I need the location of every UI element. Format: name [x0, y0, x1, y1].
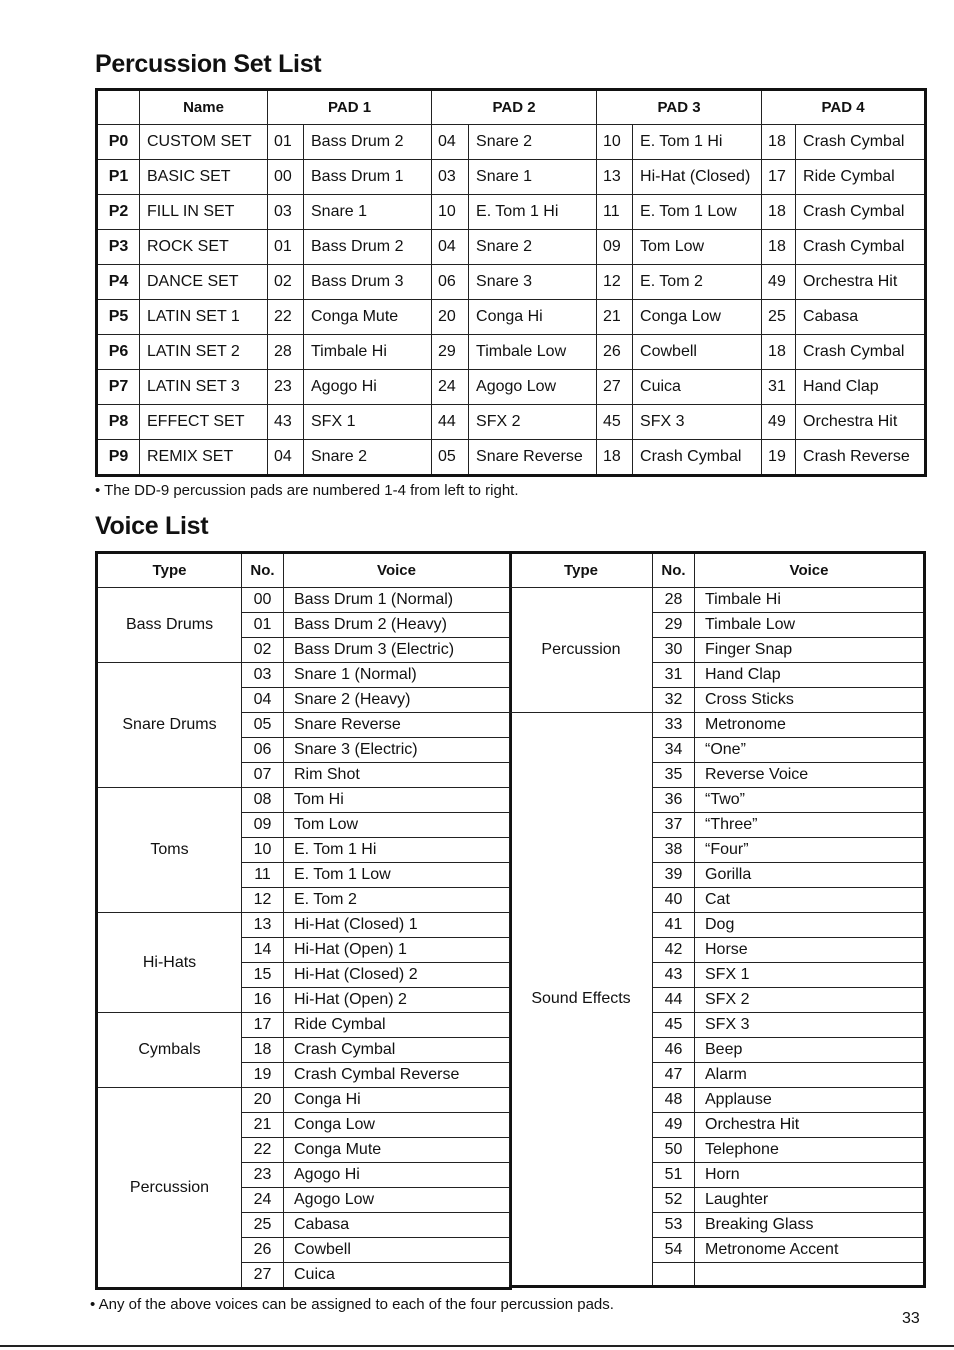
voice-number: 32: [653, 688, 695, 713]
voice-name: Hi-Hat (Open) 1: [284, 938, 511, 963]
cell-id: P5: [97, 300, 140, 335]
percussion-set-row: [97, 265, 926, 300]
voice-number: 31: [653, 663, 695, 688]
cell-p3v: SFX 3: [633, 405, 762, 440]
voice-number: 51: [653, 1163, 695, 1188]
voice-body-left: [97, 588, 511, 1289]
header-pad2: PAD 2: [432, 90, 597, 125]
voice-name: Horse: [695, 938, 925, 963]
cell-name: ROCK SET: [140, 230, 268, 265]
cell-p3n: 11: [597, 195, 633, 230]
cell-p2v: Snare 2: [469, 230, 597, 265]
cell-p3v: Cuica: [633, 370, 762, 405]
cell-p1n: 23: [268, 370, 304, 405]
voice-number: 41: [653, 913, 695, 938]
voice-number: 06: [242, 738, 284, 763]
cell-p1n: 02: [268, 265, 304, 300]
cell-p2n: 05: [432, 440, 469, 476]
cell-p4n: 49: [762, 265, 796, 300]
cell-p4n: 18: [762, 335, 796, 370]
cell-id: P3: [97, 230, 140, 265]
cell-p2v: Agogo Low: [469, 370, 597, 405]
voice-name: Crash Cymbal: [284, 1038, 511, 1063]
cell-p1n: 22: [268, 300, 304, 335]
cell-id: P6: [97, 335, 140, 370]
voice-name: Snare 3 (Electric): [284, 738, 511, 763]
percussion-set-row: [97, 440, 926, 476]
cell-id: P9: [97, 440, 140, 476]
header-id: [97, 90, 140, 125]
cell-p2n: 44: [432, 405, 469, 440]
cell-p2v: E. Tom 1 Hi: [469, 195, 597, 230]
voice-number: 43: [653, 963, 695, 988]
cell-name: CUSTOM SET: [140, 125, 268, 160]
cell-p1n: 28: [268, 335, 304, 370]
voice-number: 46: [653, 1038, 695, 1063]
voice-number: 27: [242, 1263, 284, 1289]
cell-p3n: 13: [597, 160, 633, 195]
voice-type: Sound Effects: [510, 713, 653, 1287]
cell-p3n: 26: [597, 335, 633, 370]
voice-name: E. Tom 2: [284, 888, 511, 913]
voice-name: Hi-Hat (Open) 2: [284, 988, 511, 1013]
voice-number: 37: [653, 813, 695, 838]
cell-p1n: 03: [268, 195, 304, 230]
cell-id: P2: [97, 195, 140, 230]
cell-p4n: 18: [762, 230, 796, 265]
voice-number: 05: [242, 713, 284, 738]
cell-id: P1: [97, 160, 140, 195]
voice-number: 13: [242, 913, 284, 938]
voice-number: 52: [653, 1188, 695, 1213]
voice-number: 42: [653, 938, 695, 963]
cell-p3v: E. Tom 1 Low: [633, 195, 762, 230]
voice-name: E. Tom 1 Low: [284, 863, 511, 888]
cell-p4v: Hand Clap: [796, 370, 926, 405]
voice-name: Applause: [695, 1088, 925, 1113]
voice-name: Snare 1 (Normal): [284, 663, 511, 688]
header-type: Type: [510, 553, 653, 588]
voice-number: 25: [242, 1213, 284, 1238]
voice-number: 15: [242, 963, 284, 988]
voice-name: “Two”: [695, 788, 925, 813]
cell-p3n: 12: [597, 265, 633, 300]
voice-number: 18: [242, 1038, 284, 1063]
voice-number: 03: [242, 663, 284, 688]
cell-p3n: 45: [597, 405, 633, 440]
voice-list-title: Voice List: [95, 512, 209, 540]
voice-number: 10: [242, 838, 284, 863]
voice-number: 17: [242, 1013, 284, 1038]
cell-name: LATIN SET 1: [140, 300, 268, 335]
cell-p1v: Snare 1: [304, 195, 432, 230]
voice-number: 49: [653, 1113, 695, 1138]
voice-name: Finger Snap: [695, 638, 925, 663]
voice-number: 54: [653, 1238, 695, 1263]
voice-number: 19: [242, 1063, 284, 1088]
cell-p4n: 49: [762, 405, 796, 440]
voice-name: Ride Cymbal: [284, 1013, 511, 1038]
voice-type: Percussion: [510, 588, 653, 713]
voice-table-left: [95, 551, 512, 1290]
voice-name: Conga Low: [284, 1113, 511, 1138]
voice-number: 44: [653, 988, 695, 1013]
voice-number: 47: [653, 1063, 695, 1088]
cell-p3n: 18: [597, 440, 633, 476]
voice-number: 48: [653, 1088, 695, 1113]
voice-name: Gorilla: [695, 863, 925, 888]
voice-number: 20: [242, 1088, 284, 1113]
cell-p2v: Snare 2: [469, 125, 597, 160]
voice-name: Beep: [695, 1038, 925, 1063]
header-pad1: PAD 1: [268, 90, 432, 125]
cell-p3v: Tom Low: [633, 230, 762, 265]
cell-p2n: 04: [432, 230, 469, 265]
percussion-set-table: [95, 88, 927, 477]
header-pad4: PAD 4: [762, 90, 926, 125]
cell-p4n: 19: [762, 440, 796, 476]
voice-name: Cross Sticks: [695, 688, 925, 713]
voice-name: Conga Mute: [284, 1138, 511, 1163]
header-voice: Voice: [284, 553, 511, 588]
voice-name: Timbale Hi: [695, 588, 925, 613]
cell-p4v: Crash Cymbal: [796, 335, 926, 370]
cell-p1n: 01: [268, 125, 304, 160]
cell-p3n: 10: [597, 125, 633, 160]
voice-number: 00: [242, 588, 284, 613]
cell-p2n: 10: [432, 195, 469, 230]
cell-p1v: Bass Drum 1: [304, 160, 432, 195]
cell-p1n: 04: [268, 440, 304, 476]
cell-p3v: E. Tom 1 Hi: [633, 125, 762, 160]
cell-id: P0: [97, 125, 140, 160]
cell-p4v: Crash Reverse: [796, 440, 926, 476]
voice-number: 36: [653, 788, 695, 813]
voice-name: Cuica: [284, 1263, 511, 1289]
cell-p4n: 18: [762, 125, 796, 160]
cell-p1n: 00: [268, 160, 304, 195]
voice-number: 02: [242, 638, 284, 663]
voice-type: Toms: [97, 788, 242, 913]
voice-name: Bass Drum 1 (Normal): [284, 588, 511, 613]
voice-number: 11: [242, 863, 284, 888]
voice-number: 12: [242, 888, 284, 913]
cell-id: P7: [97, 370, 140, 405]
voice-number: 14: [242, 938, 284, 963]
cell-p4v: Orchestra Hit: [796, 265, 926, 300]
voice-number: 26: [242, 1238, 284, 1263]
voice-number: 08: [242, 788, 284, 813]
voice-name: Tom Hi: [284, 788, 511, 813]
voice-name: Cabasa: [284, 1213, 511, 1238]
percussion-header-row: [97, 90, 926, 125]
voice-name: Cat: [695, 888, 925, 913]
voice-number: 53: [653, 1213, 695, 1238]
voice-name: Agogo Low: [284, 1188, 511, 1213]
voice-number: 09: [242, 813, 284, 838]
empty-cell: [695, 1263, 925, 1287]
percussion-set-row: [97, 300, 926, 335]
voice-name: Snare 2 (Heavy): [284, 688, 511, 713]
percussion-set-row: [97, 195, 926, 230]
header-name: Name: [140, 90, 268, 125]
percussion-set-row: [97, 160, 926, 195]
cell-p3n: 09: [597, 230, 633, 265]
voice-name: Laughter: [695, 1188, 925, 1213]
cell-p1v: Bass Drum 2: [304, 125, 432, 160]
cell-p2v: Snare 1: [469, 160, 597, 195]
voice-row: [97, 663, 511, 688]
cell-name: REMIX SET: [140, 440, 268, 476]
cell-p1v: Bass Drum 2: [304, 230, 432, 265]
voice-name: SFX 2: [695, 988, 925, 1013]
voice-name: Breaking Glass: [695, 1213, 925, 1238]
cell-name: EFFECT SET: [140, 405, 268, 440]
header-no: No.: [242, 553, 284, 588]
cell-p2v: SFX 2: [469, 405, 597, 440]
voice-name: “Four”: [695, 838, 925, 863]
percussion-set-list-title: Percussion Set List: [95, 50, 322, 78]
cell-p4n: 17: [762, 160, 796, 195]
voice-name: Conga Hi: [284, 1088, 511, 1113]
voice-number: 30: [653, 638, 695, 663]
cell-p3v: Cowbell: [633, 335, 762, 370]
voice-number: 38: [653, 838, 695, 863]
voice-name: Timbale Low: [695, 613, 925, 638]
cell-p4v: Ride Cymbal: [796, 160, 926, 195]
cell-p4n: 25: [762, 300, 796, 335]
header-voice: Voice: [695, 553, 925, 588]
voice-number: 34: [653, 738, 695, 763]
voice-name: E. Tom 1 Hi: [284, 838, 511, 863]
voice-number: 22: [242, 1138, 284, 1163]
cell-id: P4: [97, 265, 140, 300]
cell-p2v: Timbale Low: [469, 335, 597, 370]
cell-p3v: Conga Low: [633, 300, 762, 335]
voice-body-right: [510, 588, 925, 1287]
voice-name: Rim Shot: [284, 763, 511, 788]
voice-number: 24: [242, 1188, 284, 1213]
cell-id: P8: [97, 405, 140, 440]
cell-p2n: 24: [432, 370, 469, 405]
voice-number: 45: [653, 1013, 695, 1038]
voice-type: Snare Drums: [97, 663, 242, 788]
voice-row: [97, 1088, 511, 1113]
cell-p1v: Bass Drum 3: [304, 265, 432, 300]
voice-number: 33: [653, 713, 695, 738]
voice-row: [97, 788, 511, 813]
cell-p3v: Hi-Hat (Closed): [633, 160, 762, 195]
voice-number: 35: [653, 763, 695, 788]
voice-name: Bass Drum 3 (Electric): [284, 638, 511, 663]
voice-number: 07: [242, 763, 284, 788]
cell-p2v: Snare Reverse: [469, 440, 597, 476]
cell-p2n: 04: [432, 125, 469, 160]
cell-p3v: E. Tom 2: [633, 265, 762, 300]
voice-number: 29: [653, 613, 695, 638]
percussion-set-row: [97, 370, 926, 405]
voice-name: Reverse Voice: [695, 763, 925, 788]
voice-name: Metronome Accent: [695, 1238, 925, 1263]
percussion-set-row: [97, 405, 926, 440]
cell-p2n: 06: [432, 265, 469, 300]
cell-p1v: SFX 1: [304, 405, 432, 440]
empty-cell: [653, 1263, 695, 1287]
cell-p1v: Timbale Hi: [304, 335, 432, 370]
voice-name: Dog: [695, 913, 925, 938]
voice-number: 40: [653, 888, 695, 913]
voice-note: • Any of the above voices can be assigned to each of the four percussion pads.: [90, 1296, 614, 1313]
header-no: No.: [653, 553, 695, 588]
voice-name: “One”: [695, 738, 925, 763]
voice-name: Metronome: [695, 713, 925, 738]
voice-type: Cymbals: [97, 1013, 242, 1088]
percussion-note: • The DD-9 percussion pads are numbered 1-4 from left to right.: [95, 482, 519, 499]
cell-p3v: Crash Cymbal: [633, 440, 762, 476]
header-type: Type: [97, 553, 242, 588]
voice-name: Hi-Hat (Closed) 1: [284, 913, 511, 938]
voice-header-row-left: [97, 553, 511, 588]
voice-number: 50: [653, 1138, 695, 1163]
voice-name: Horn: [695, 1163, 925, 1188]
voice-name: Agogo Hi: [284, 1163, 511, 1188]
cell-p4n: 18: [762, 195, 796, 230]
cell-p1v: Snare 2: [304, 440, 432, 476]
voice-name: Alarm: [695, 1063, 925, 1088]
voice-table-right: [509, 551, 926, 1288]
cell-p1n: 43: [268, 405, 304, 440]
voice-name: Tom Low: [284, 813, 511, 838]
cell-p2n: 20: [432, 300, 469, 335]
cell-p2n: 03: [432, 160, 469, 195]
voice-number: 01: [242, 613, 284, 638]
cell-p3n: 27: [597, 370, 633, 405]
cell-p1n: 01: [268, 230, 304, 265]
voice-number: 04: [242, 688, 284, 713]
voice-type: Hi-Hats: [97, 913, 242, 1013]
page-bottom-rule: [0, 1345, 954, 1347]
voice-number: 28: [653, 588, 695, 613]
cell-p4v: Crash Cymbal: [796, 230, 926, 265]
voice-row: [97, 913, 511, 938]
cell-name: BASIC SET: [140, 160, 268, 195]
voice-name: Cowbell: [284, 1238, 511, 1263]
cell-name: LATIN SET 3: [140, 370, 268, 405]
cell-p3n: 21: [597, 300, 633, 335]
voice-type: Bass Drums: [97, 588, 242, 663]
cell-name: LATIN SET 2: [140, 335, 268, 370]
voice-number: 39: [653, 863, 695, 888]
voice-row: [97, 588, 511, 613]
voice-name: Snare Reverse: [284, 713, 511, 738]
cell-p2n: 29: [432, 335, 469, 370]
voice-name: Orchestra Hit: [695, 1113, 925, 1138]
percussion-set-row: [97, 335, 926, 370]
voice-header-row-right: [510, 553, 925, 588]
voice-type: Percussion: [97, 1088, 242, 1289]
cell-name: DANCE SET: [140, 265, 268, 300]
voice-name: Hand Clap: [695, 663, 925, 688]
cell-p2v: Snare 3: [469, 265, 597, 300]
voice-name: Bass Drum 2 (Heavy): [284, 613, 511, 638]
voice-row: [510, 588, 925, 613]
cell-p4v: Crash Cymbal: [796, 125, 926, 160]
voice-number: 21: [242, 1113, 284, 1138]
page-number: 33: [902, 1310, 920, 1327]
cell-p4n: 31: [762, 370, 796, 405]
voice-name: Hi-Hat (Closed) 2: [284, 963, 511, 988]
voice-number: 23: [242, 1163, 284, 1188]
cell-p4v: Crash Cymbal: [796, 195, 926, 230]
header-pad3: PAD 3: [597, 90, 762, 125]
cell-p4v: Orchestra Hit: [796, 405, 926, 440]
voice-name: “Three”: [695, 813, 925, 838]
voice-name: Telephone: [695, 1138, 925, 1163]
cell-p1v: Conga Mute: [304, 300, 432, 335]
cell-p4v: Cabasa: [796, 300, 926, 335]
cell-p2v: Conga Hi: [469, 300, 597, 335]
voice-row: [97, 1013, 511, 1038]
percussion-body: [97, 125, 926, 476]
cell-name: FILL IN SET: [140, 195, 268, 230]
percussion-set-row: [97, 125, 926, 160]
voice-name: SFX 3: [695, 1013, 925, 1038]
voice-row: [510, 713, 925, 738]
voice-name: Crash Cymbal Reverse: [284, 1063, 511, 1088]
voice-number: 16: [242, 988, 284, 1013]
percussion-set-row: [97, 230, 926, 265]
cell-p1v: Agogo Hi: [304, 370, 432, 405]
voice-name: SFX 1: [695, 963, 925, 988]
